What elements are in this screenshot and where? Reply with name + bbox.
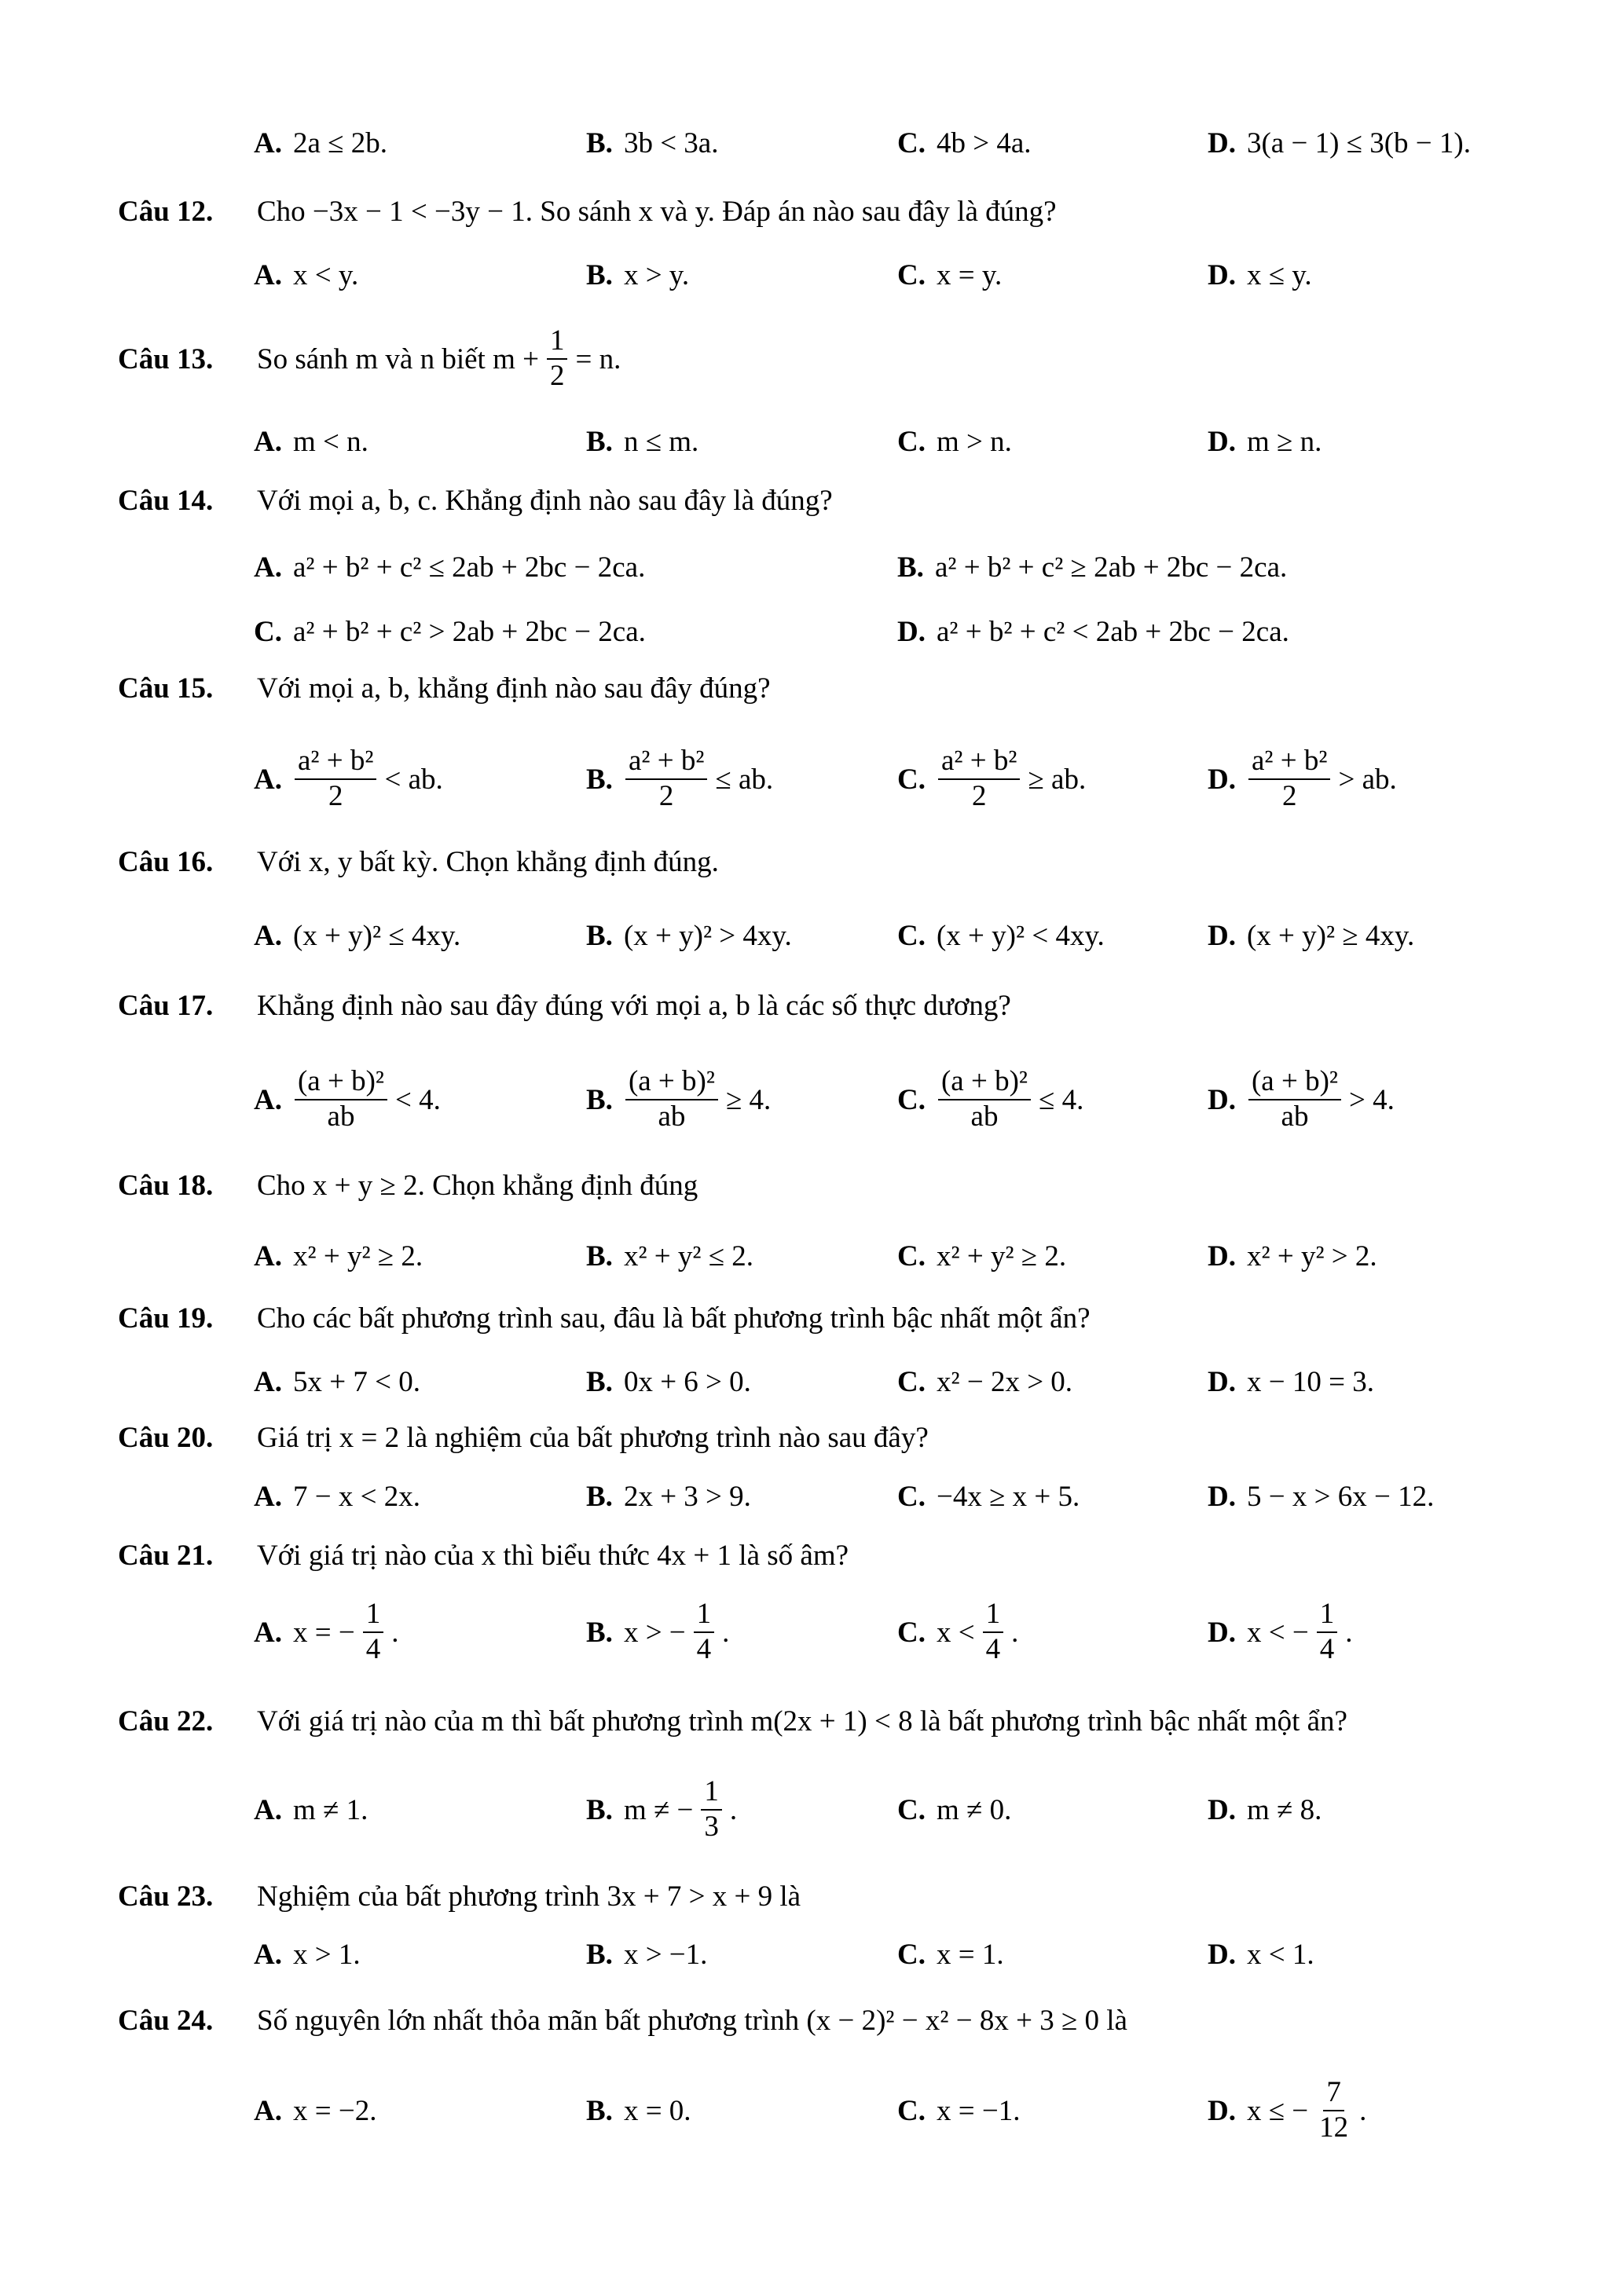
option-letter: A. (254, 2094, 282, 2127)
answer-option[interactable] (897, 1060, 1087, 1139)
question-label: Câu 19. (118, 1302, 214, 1335)
math-text: Số nguyên lớn nhất thỏa mãn bất phương trình (x − 2)² − x² − 8x + 3 ≥ 0 là (257, 2004, 1127, 2037)
fraction-denominator: 3 (704, 1811, 719, 1843)
option-letter: C. (897, 1480, 926, 1513)
math-text: . (729, 1793, 738, 1826)
option-letter: B. (586, 2094, 613, 2127)
answer-option[interactable] (1208, 740, 1400, 818)
answer-option[interactable] (254, 2087, 379, 2134)
fraction-numerator: a² + b² (295, 745, 376, 780)
fraction (1248, 1065, 1341, 1133)
option-letter: B. (897, 551, 924, 584)
math-text: . (1345, 1616, 1353, 1649)
option-letter: B. (586, 1793, 613, 1826)
math-text: x < − (1246, 1616, 1309, 1649)
math-text: m ≥ n. (1246, 425, 1322, 458)
answer-option[interactable] (586, 1931, 710, 1978)
option-letter: A. (254, 1240, 282, 1273)
answer-option[interactable] (1208, 119, 1474, 167)
option-letter: B. (586, 1083, 613, 1116)
option-letter: C. (897, 1240, 926, 1273)
math-text: . (1359, 2094, 1367, 2127)
math-text: m < n. (292, 425, 368, 458)
question-text (254, 838, 722, 885)
option-letter: D. (1208, 1616, 1236, 1649)
fraction (363, 1598, 384, 1666)
math-text: So sánh m và n biết m + (257, 342, 539, 375)
answer-option[interactable] (586, 1358, 754, 1405)
math-text: x < (936, 1616, 975, 1649)
math-text: m ≠ 8. (1246, 1793, 1322, 1826)
option-letter: C. (897, 919, 926, 952)
math-text: Nghiệm của bất phương trình 3x + 7 > x + 9 là (257, 1880, 801, 1913)
answer-option[interactable] (897, 912, 1108, 959)
option-letter: D. (1208, 1480, 1236, 1513)
question-text (254, 477, 836, 524)
math-text: 5 − x > 6x − 12. (1246, 1480, 1435, 1513)
math-text: 3b < 3a. (623, 126, 719, 159)
math-text: > ab. (1338, 763, 1397, 796)
fraction-denominator: ab (327, 1100, 355, 1133)
math-text: Với mọi a, b, c. Khẳng định nào sau đây là đúng? (257, 484, 833, 517)
fraction-denominator: 12 (1319, 2111, 1349, 2144)
answer-option[interactable] (897, 251, 1005, 298)
math-text: Với giá trị nào của x thì biểu thức 4x + 1 là số âm? (257, 1539, 849, 1572)
option-letter: C. (254, 615, 282, 648)
fraction (1248, 745, 1330, 813)
answer-option[interactable] (254, 418, 372, 465)
option-letter: C. (897, 126, 926, 159)
math-text: 2x + 3 > 9. (623, 1480, 751, 1513)
question-text (254, 1162, 701, 1209)
question-label: Câu 15. (118, 672, 214, 705)
answer-option[interactable] (1208, 1786, 1325, 1833)
option-letter: A. (254, 1616, 282, 1649)
answer-option[interactable] (1208, 2071, 1369, 2150)
option-letter: D. (1208, 919, 1236, 952)
math-text: n ≤ m. (623, 425, 699, 458)
question-label: Câu 20. (118, 1421, 214, 1454)
fraction-denominator: 2 (549, 360, 565, 392)
option-letter: C. (897, 763, 926, 796)
fraction-denominator: 4 (365, 1633, 381, 1665)
option-letter: C. (897, 1793, 926, 1826)
answer-option[interactable] (897, 1232, 1069, 1280)
answer-option[interactable] (1208, 418, 1325, 465)
fraction-denominator: 2 (1281, 780, 1297, 812)
option-letter: D. (1208, 425, 1236, 458)
fraction-denominator: 2 (971, 780, 987, 812)
answer-option[interactable] (254, 251, 361, 298)
question-label: Câu 13. (118, 342, 214, 375)
fraction-numerator: 7 (1323, 2076, 1344, 2111)
answer-option[interactable] (254, 1786, 371, 1833)
answer-option[interactable] (897, 1358, 1076, 1405)
math-text: > 4. (1349, 1083, 1395, 1116)
math-text: x = −2. (292, 2094, 377, 2127)
math-text: = n. (575, 342, 621, 375)
answer-option[interactable] (897, 2087, 1023, 2134)
fraction-numerator: (a + b)² (938, 1065, 1031, 1100)
answer-option[interactable] (897, 608, 1292, 655)
math-text: < ab. (384, 763, 443, 796)
math-text: x² + y² > 2. (1246, 1240, 1377, 1273)
fraction-numerator: 1 (983, 1598, 1004, 1633)
math-text: x > − (623, 1616, 686, 1649)
math-text: . (1011, 1616, 1019, 1649)
option-letter: B. (586, 126, 613, 159)
option-letter: B. (586, 1938, 613, 1971)
answer-option[interactable] (586, 251, 692, 298)
math-text: ≥ ab. (1028, 763, 1087, 796)
math-text: m > n. (936, 425, 1012, 458)
math-text: ≥ 4. (725, 1083, 772, 1116)
fraction-numerator: (a + b)² (295, 1065, 387, 1100)
math-text: x ≤ y. (1246, 258, 1312, 291)
fraction-numerator: 1 (694, 1598, 715, 1633)
answer-option[interactable] (586, 1771, 740, 1849)
question-text (254, 1294, 1094, 1342)
question-text (254, 324, 624, 392)
answer-option[interactable] (586, 418, 702, 465)
math-text: ≤ 4. (1039, 1083, 1084, 1116)
math-text: Cho x + y ≥ 2. Chọn khẳng định đúng (257, 1169, 698, 1202)
math-text: x = 0. (623, 2094, 691, 2127)
math-text: 3(a − 1) ≤ 3(b − 1). (1246, 126, 1471, 159)
fraction-numerator: (a + b)² (1248, 1065, 1341, 1100)
option-letter: D. (1208, 2094, 1236, 2127)
fraction-denominator: 2 (658, 780, 674, 812)
answer-option[interactable] (254, 544, 648, 591)
option-letter: A. (254, 258, 282, 291)
option-letter: B. (586, 1240, 613, 1273)
question-text (254, 665, 774, 712)
answer-option[interactable] (586, 119, 721, 167)
answer-option[interactable] (254, 1358, 423, 1405)
answer-option[interactable] (254, 1593, 401, 1672)
fraction-denominator: 4 (985, 1633, 1001, 1665)
answer-option[interactable] (254, 1473, 423, 1520)
math-text: x < 1. (1246, 1938, 1314, 1971)
fraction-numerator: 1 (1317, 1598, 1338, 1633)
math-text: x < y. (292, 258, 359, 291)
option-letter: D. (1208, 258, 1236, 291)
answer-option[interactable] (1208, 251, 1315, 298)
question-label: Câu 23. (118, 1880, 214, 1913)
fraction-denominator: 2 (328, 780, 343, 812)
option-letter: A. (254, 1793, 282, 1826)
answer-option[interactable] (254, 1931, 364, 1978)
question-label: Câu 18. (118, 1169, 214, 1202)
math-text: −4x ≥ x + 5. (936, 1480, 1080, 1513)
fraction (983, 1598, 1004, 1666)
fraction (625, 745, 707, 813)
math-text: Giá trị x = 2 là nghiệm của bất phương trình nào sau đây? (257, 1421, 929, 1454)
question-text (254, 188, 1060, 235)
math-text: m ≠ − (623, 1793, 694, 1826)
option-letter: B. (586, 1616, 613, 1649)
math-text: a² + b² + c² > 2ab + 2bc − 2ca. (292, 615, 646, 648)
option-letter: A. (254, 1480, 282, 1513)
option-letter: A. (254, 919, 282, 952)
fraction-denominator: ab (1281, 1100, 1309, 1133)
option-letter: A. (254, 425, 282, 458)
answer-option[interactable] (586, 2087, 695, 2134)
answer-option[interactable] (897, 1931, 1007, 1978)
fraction (701, 1775, 722, 1844)
math-text: x² − 2x > 0. (936, 1365, 1073, 1398)
option-letter: C. (897, 2094, 926, 2127)
option-letter: B. (586, 919, 613, 952)
option-letter: B. (586, 1365, 613, 1398)
math-text: Cho −3x − 1 < −3y − 1. So sánh x và y. Đáp án nào sau đây là đúng? (257, 195, 1057, 228)
math-text: x > y. (623, 258, 690, 291)
fraction-numerator: 1 (363, 1598, 384, 1633)
option-letter: B. (586, 258, 613, 291)
question-label: Câu 17. (118, 989, 214, 1022)
option-letter: D. (1208, 1083, 1236, 1116)
option-letter: C. (897, 1938, 926, 1971)
math-text: . (391, 1616, 399, 1649)
math-text: (x + y)² ≥ 4xy. (1246, 919, 1415, 952)
question-label: Câu 21. (118, 1539, 214, 1572)
option-letter: D. (1208, 1938, 1236, 1971)
fraction (295, 745, 376, 813)
option-letter: A. (254, 763, 282, 796)
math-text: Với x, y bất kỳ. Chọn khẳng định đúng. (257, 845, 719, 878)
answer-option[interactable] (254, 912, 464, 959)
fraction (1316, 2076, 1351, 2144)
math-text: 2a ≤ 2b. (292, 126, 387, 159)
answer-option[interactable] (254, 119, 390, 167)
option-letter: B. (586, 425, 613, 458)
answer-option[interactable] (897, 119, 1035, 167)
math-text: x = − (292, 1616, 355, 1649)
answer-option[interactable] (1208, 1931, 1318, 1978)
option-letter: A. (254, 1365, 282, 1398)
math-text: (x + y)² < 4xy. (936, 919, 1105, 952)
answer-option[interactable] (586, 1473, 754, 1520)
question-text (254, 1414, 932, 1461)
question-text (254, 1532, 852, 1579)
answer-option[interactable] (897, 740, 1089, 818)
math-text: x = −1. (936, 2094, 1021, 2127)
answer-option[interactable] (586, 1593, 732, 1672)
math-text: x = y. (936, 258, 1003, 291)
question-text (254, 1697, 1351, 1745)
fraction (938, 1065, 1031, 1133)
question-label: Câu 22. (118, 1705, 214, 1738)
math-text: 4b > 4a. (936, 126, 1032, 159)
answer-option[interactable] (254, 1060, 444, 1139)
fraction-numerator: a² + b² (1248, 745, 1330, 780)
fraction-denominator: ab (970, 1100, 999, 1133)
option-letter: D. (897, 615, 926, 648)
math-text: x² + y² ≥ 2. (292, 1240, 423, 1273)
answer-option[interactable] (1208, 1473, 1437, 1520)
math-text: m ≠ 1. (292, 1793, 368, 1826)
answer-option[interactable] (897, 1786, 1014, 1833)
option-letter: A. (254, 1083, 282, 1116)
option-letter: A. (254, 126, 282, 159)
answer-option[interactable] (897, 1593, 1021, 1672)
math-text: 7 − x < 2x. (292, 1480, 420, 1513)
math-text: Khẳng định nào sau đây đúng với mọi a, b là các số thực dương? (257, 989, 1011, 1022)
math-text: Với mọi a, b, khẳng định nào sau đây đúng? (257, 672, 771, 705)
option-letter: D. (1208, 1793, 1236, 1826)
question-label: Câu 12. (118, 195, 214, 228)
answer-option[interactable] (254, 1232, 426, 1280)
option-letter: B. (586, 1480, 613, 1513)
option-letter: C. (897, 258, 926, 291)
option-letter: A. (254, 1938, 282, 1971)
answer-option[interactable] (1208, 1358, 1377, 1405)
math-text: Với giá trị nào của m thì bất phương trình m(2x + 1) < 8 là bất phương trình bậc nhất một ẩn? (257, 1705, 1347, 1738)
math-text: (x + y)² ≤ 4xy. (292, 919, 461, 952)
answer-option[interactable] (586, 912, 795, 959)
answer-option[interactable] (586, 1232, 757, 1280)
math-text: (x + y)² > 4xy. (623, 919, 792, 952)
answer-option[interactable] (254, 740, 446, 818)
answer-option[interactable] (586, 1060, 774, 1139)
option-letter: B. (586, 763, 613, 796)
math-text: x² + y² ≤ 2. (623, 1240, 754, 1273)
math-text: < 4. (395, 1083, 441, 1116)
math-text: x > 1. (292, 1938, 361, 1971)
option-letter: C. (897, 1616, 926, 1649)
fraction (694, 1598, 715, 1666)
question-label: Câu 24. (118, 2004, 214, 2037)
option-letter: D. (1208, 1365, 1236, 1398)
math-text: m ≠ 0. (936, 1793, 1012, 1826)
math-text: x = 1. (936, 1938, 1004, 1971)
answer-option[interactable] (1208, 1060, 1398, 1139)
question-text (254, 982, 1014, 1029)
math-text: a² + b² + c² ≤ 2ab + 2bc − 2ca. (292, 551, 646, 584)
answer-option[interactable] (1208, 1232, 1380, 1280)
math-text: x² + y² ≥ 2. (936, 1240, 1067, 1273)
math-text: x > −1. (623, 1938, 708, 1971)
option-letter: D. (1208, 126, 1236, 159)
fraction-numerator: 1 (701, 1775, 722, 1811)
answer-option[interactable] (897, 544, 1290, 591)
math-text: x ≤ − (1246, 2094, 1309, 2127)
fraction-numerator: 1 (547, 324, 568, 360)
answer-option[interactable] (897, 1473, 1083, 1520)
question-text (254, 1997, 1131, 2044)
math-text: a² + b² + c² ≥ 2ab + 2bc − 2ca. (934, 551, 1288, 584)
math-text: x − 10 = 3. (1246, 1365, 1374, 1398)
fraction-numerator: (a + b)² (625, 1065, 718, 1100)
fraction-denominator: 4 (696, 1633, 712, 1665)
fraction-denominator: 4 (1319, 1633, 1335, 1665)
fraction (938, 745, 1020, 813)
math-text: Cho các bất phương trình sau, đâu là bất phương trình bậc nhất một ẩn? (257, 1302, 1091, 1335)
fraction (295, 1065, 387, 1133)
math-text: ≤ ab. (715, 763, 774, 796)
fraction (547, 324, 568, 393)
answer-option[interactable] (897, 418, 1015, 465)
fraction (1317, 1598, 1338, 1666)
answer-option[interactable] (586, 740, 776, 818)
math-text: . (722, 1616, 730, 1649)
option-letter: A. (254, 551, 282, 584)
answer-option[interactable] (1208, 912, 1417, 959)
fraction (625, 1065, 718, 1133)
fraction-numerator: a² + b² (625, 745, 707, 780)
answer-option[interactable] (1208, 1593, 1355, 1672)
fraction-numerator: a² + b² (938, 745, 1020, 780)
answer-option[interactable] (254, 608, 649, 655)
question-label: Câu 16. (118, 845, 214, 878)
question-label: Câu 14. (118, 484, 214, 517)
fraction-denominator: ab (658, 1100, 686, 1133)
question-text (254, 1873, 804, 1920)
option-letter: C. (897, 1083, 926, 1116)
math-text: 5x + 7 < 0. (292, 1365, 420, 1398)
option-letter: C. (897, 425, 926, 458)
option-letter: C. (897, 1365, 926, 1398)
math-text: a² + b² + c² < 2ab + 2bc − 2ca. (936, 615, 1289, 648)
option-letter: D. (1208, 763, 1236, 796)
math-text: 0x + 6 > 0. (623, 1365, 751, 1398)
option-letter: D. (1208, 1240, 1236, 1273)
